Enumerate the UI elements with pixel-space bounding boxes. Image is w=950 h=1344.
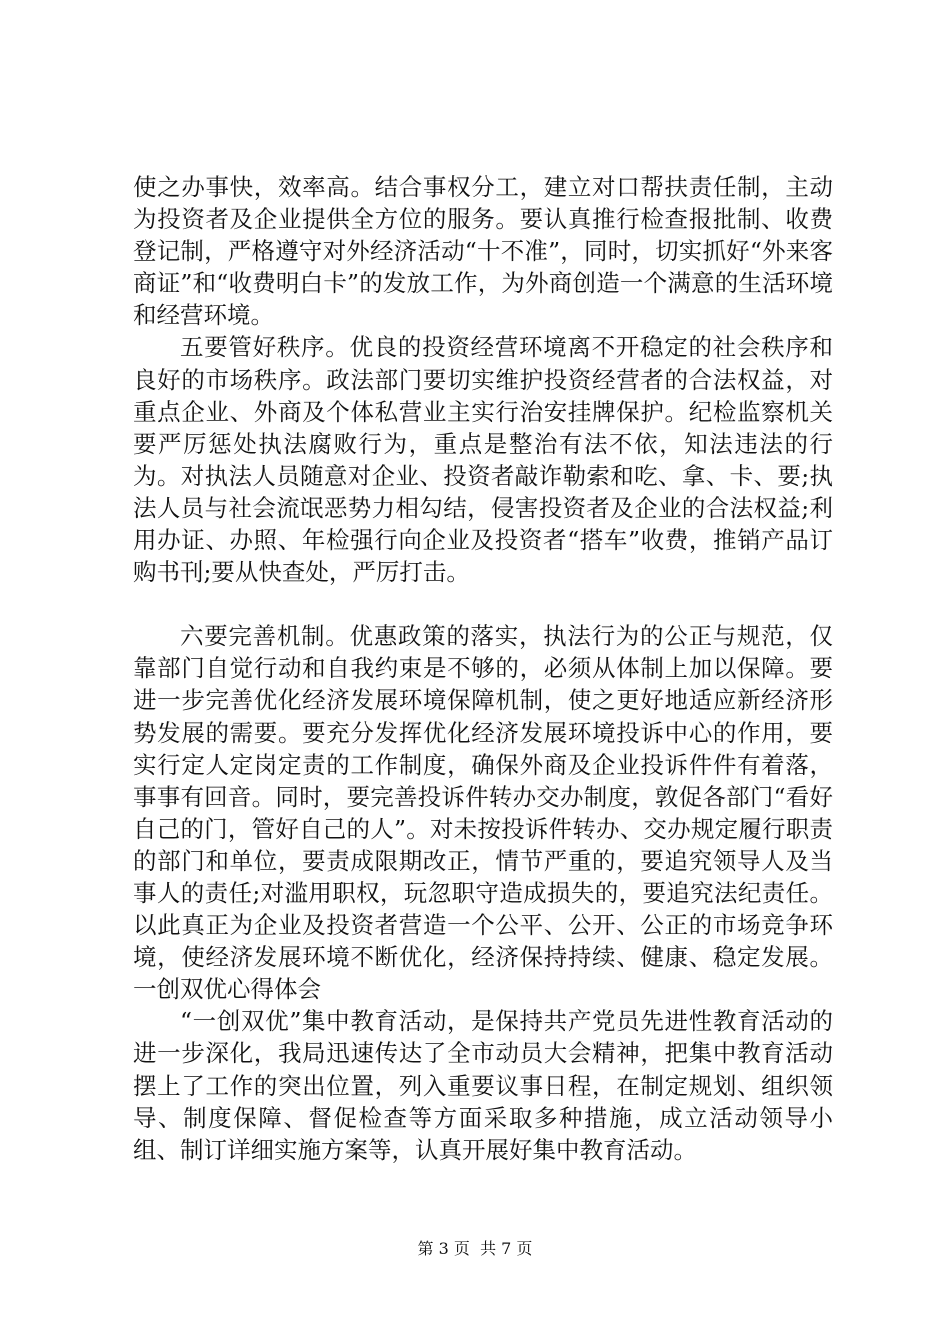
paragraph-continuation: 使之办事快，效率高。结合事权分工，建立对口帮扶责任制，主动为投资者及企业提供全方位的服务。要认真推行检查报批制、收费登记制，严格遵守对外经济活动“十不准”，同时，切实抓好“外来客商证”和“收费明白卡”的发放工作，为外商创造一个满意的生活环境和经营环境。	[133, 173, 833, 330]
paragraph-improve-mechanism: 六要完善机制。优惠政策的落实，执法行为的公正与规范，仅靠部门自觉行动和自我约束是不够的，必须从体制上加以保障。要进一步完善优化经济发展环境保障机制，使之更好地适应新经济形势发展的需要。要充分发挥优化经济发展环境投诉中心的作用，要实行定人定岗定责的工作制度，确保外商及企业投诉件件有着落，事事有回音。同时，要完善投诉件转办交办制度，敦促各部门“看好自己的门，管好自己的人”。对未按投诉件转办、交办规定履行职责的部门和单位，要责成限期改正，情节严重的，要追究领导人及当事人的责任;对滥用职权，玩忽职守造成损失的，要追究法纪责任。以此真正为企业及投资者营造一个公平、公开、公正的市场竞争环境，使经济发展环境不断优化，经济保持持续、健康、稳定发展。一创双优心得体会	[133, 622, 833, 1004]
paragraph-spacer	[133, 588, 833, 620]
paragraph-education-activity: “一创双优”集中教育活动，是保持共产党员先进性教育活动的进一步深化，我局迅速传达了全市动员大会精神，把集中教育活动摆上了工作的突出位置，列入重要议事日程，在制定规划、组织领导、制度保障、督促检查等方面采取多种措施，成立活动领导小组、制订详细实施方案等，认真开展好集中教育活动。	[133, 1007, 833, 1164]
paragraph-maintain-order: 五要管好秩序。优良的投资经营环境离不开稳定的社会秩序和良好的市场秩序。政法部门要切实维护投资经营者的合法权益，对重点企业、外商及个体私营业主实行治安挂牌保护。纪检监察机关要严厉惩处执法腐败行为，重点是整治有法不依，知法违法的行为。对执法人员随意对企业、投资者敲诈勒索和吃、拿、卡、要;执法人员与社会流氓恶势力相勾结，侵害投资者及企业的合法权益;利用办证、办照、年检强行向企业及投资者“搭车”收费，推销产品订购书刊;要从快查处，严厉打击。	[133, 333, 833, 587]
page-number-footer: 第 3 页 共 7 页	[417, 1239, 533, 1258]
document-body	[133, 171, 833, 1166]
